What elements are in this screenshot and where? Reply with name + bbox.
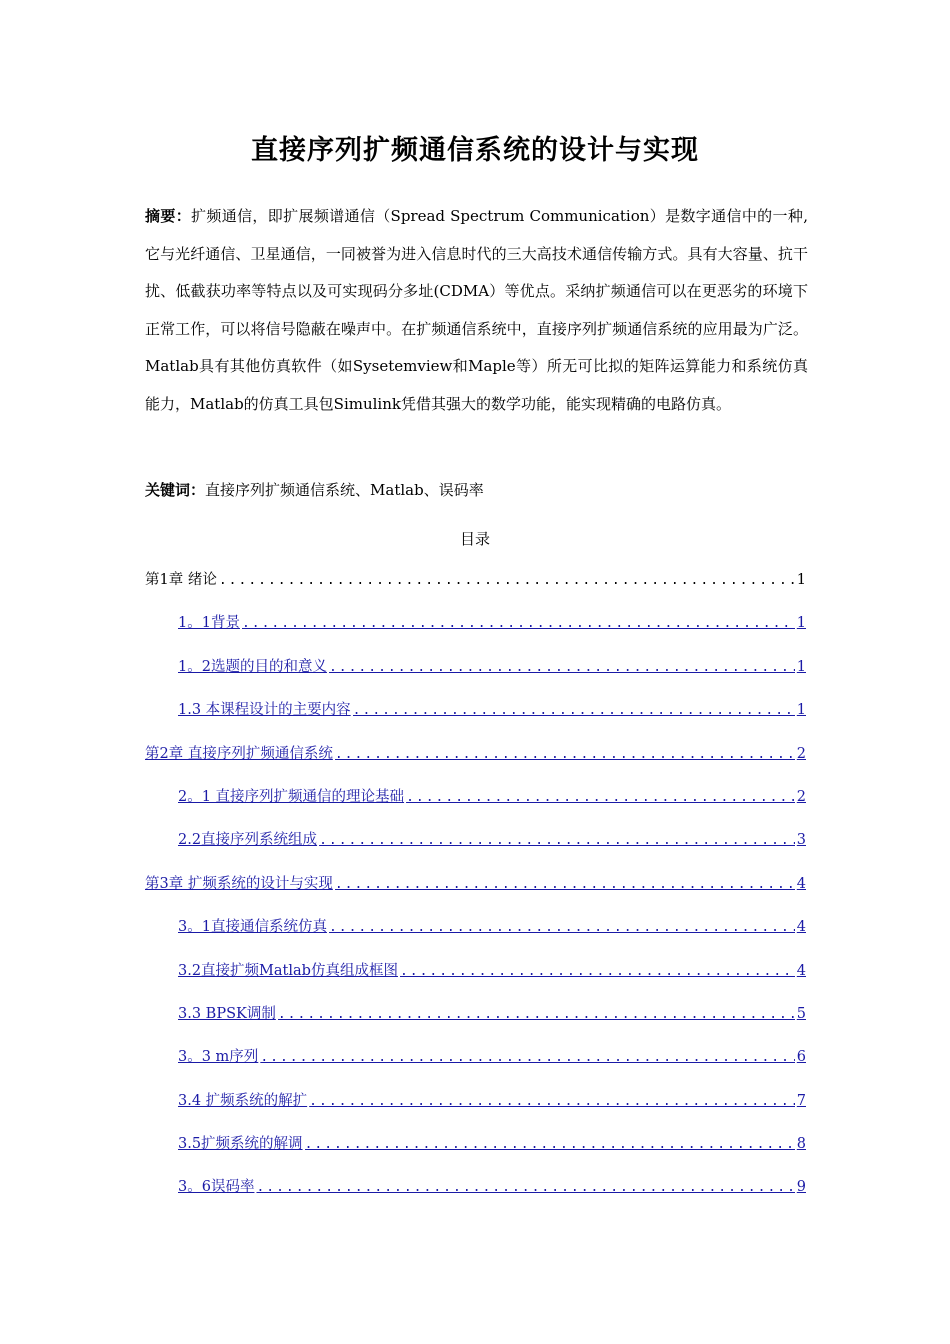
abstract-label: 摘要： [145, 207, 192, 225]
abstract-text: 扩频通信，即扩展频谱通信（Spread Spectrum Communication）是数字通信中的一种,它与光纤通信、卫星通信，一同被誉为进入信息时代的三大高技术通信传输方式。具有大容量、抗干扰、低截获功率等特点以及可实现码分多址(CDMA）等优点。采纳扩频通信可以在更恶劣的环境下正常工作，可以将信号隐蔽在噪声中。在扩频通信系统中，直接序列扩频通信系统的应用最为广泛。Matlab具有其他仿真软件（如Sysetemview和Maple等）所无可比拟的矩阵运算能力和系统仿真能力，Matlab的仿真工具包Simulink凭借其强大的数学功能，能实现精确的电路仿真。 [145, 207, 808, 413]
toc-entry[interactable] [145, 909, 806, 952]
toc-entry-page: 1 [796, 702, 806, 719]
toc-dot-leader [219, 563, 795, 599]
toc-entry[interactable] [145, 605, 806, 648]
toc-dot-leader [406, 780, 795, 816]
toc-entry-page: 1 [796, 658, 806, 675]
toc-title: 目录 [459, 530, 490, 548]
toc-entry[interactable] [145, 866, 806, 909]
toc-entry[interactable] [145, 1169, 806, 1212]
keywords-text: 直接序列扩频通信系统、Matlab、误码率 [205, 481, 484, 499]
toc-entry[interactable] [145, 953, 806, 996]
toc-entry[interactable] [145, 822, 806, 865]
toc-entry-page: 4 [796, 962, 806, 979]
toc-dot-leader [278, 997, 795, 1033]
toc-entry-page: 2 [796, 788, 806, 805]
toc-entry [145, 562, 806, 605]
toc-entry[interactable] [145, 736, 806, 779]
toc-entry-page: 9 [796, 1179, 806, 1196]
toc-entry-label: 3.2直接扩频Matlab仿真组成框图 [178, 962, 398, 979]
toc-dot-leader [400, 954, 795, 990]
toc-dot-leader [329, 910, 795, 946]
toc-entry-page: 1 [796, 572, 806, 588]
toc-dot-leader [335, 737, 795, 773]
toc-entry-label: 3。1直接通信系统仿真 [178, 919, 327, 936]
toc-entry-page: 2 [796, 745, 806, 762]
toc-entry-page: 5 [796, 1005, 806, 1022]
toc-entry[interactable] [145, 649, 806, 692]
toc-dot-leader [256, 1170, 794, 1206]
toc-entry-label: 1.3 本课程设计的主要内容 [178, 702, 351, 719]
toc-entry-label: 2.2直接序列系统组成 [178, 832, 318, 849]
toc-entry-page: 6 [796, 1049, 806, 1066]
toc-entry[interactable] [145, 1126, 806, 1169]
toc-entry-label: 3.5扩频系统的解调 [178, 1136, 303, 1153]
toc-dot-leader [260, 1040, 794, 1076]
toc-entry-page: 3 [796, 832, 806, 849]
toc-dot-leader [305, 1127, 795, 1163]
toc-entry-label: 第2章 直接序列扩频通信系统 [145, 745, 333, 762]
toc-entry-page: 7 [796, 1092, 806, 1109]
toc-dot-leader [335, 867, 795, 903]
toc-dot-leader [353, 693, 795, 729]
toc-dot-leader [242, 606, 795, 642]
toc-entry-page: 1 [796, 615, 806, 632]
toc-entry-label: 3.3 BPSK调制 [178, 1005, 276, 1022]
toc-entry[interactable] [145, 1039, 806, 1082]
abstract-paragraph [145, 198, 808, 423]
toc-entry[interactable] [145, 1083, 806, 1126]
toc-dot-leader [329, 650, 795, 686]
toc-dot-leader [309, 1084, 795, 1120]
toc-entry[interactable] [145, 996, 806, 1039]
toc-entry-label: 第1章 绪论 [145, 572, 217, 588]
toc-entry-label: 1。2选题的目的和意义 [178, 658, 327, 675]
keywords-line [145, 472, 808, 509]
toc-entry-page: 8 [796, 1136, 806, 1153]
document-title: 直接序列扩频通信系统的设计与实现 [251, 135, 699, 166]
toc-entry-label: 2。1 直接序列扩频通信的理论基础 [178, 788, 405, 805]
toc-entry-label: 3。3 m序列 [178, 1049, 259, 1066]
toc-entry-label: 第3章 扩频系统的设计与实现 [145, 875, 333, 892]
table-of-contents [145, 562, 806, 1213]
toc-entry[interactable] [145, 692, 806, 735]
toc-entry[interactable] [145, 779, 806, 822]
toc-entry-label: 3。6误码率 [178, 1179, 255, 1196]
toc-entry-page: 4 [796, 875, 806, 892]
toc-entry-label: 3.4 扩频系统的解扩 [178, 1092, 308, 1109]
keywords-label: 关键词： [145, 481, 206, 499]
toc-entry-page: 4 [796, 919, 806, 936]
toc-entry-label: 1。1背景 [178, 615, 240, 632]
toc-dot-leader [319, 823, 795, 859]
